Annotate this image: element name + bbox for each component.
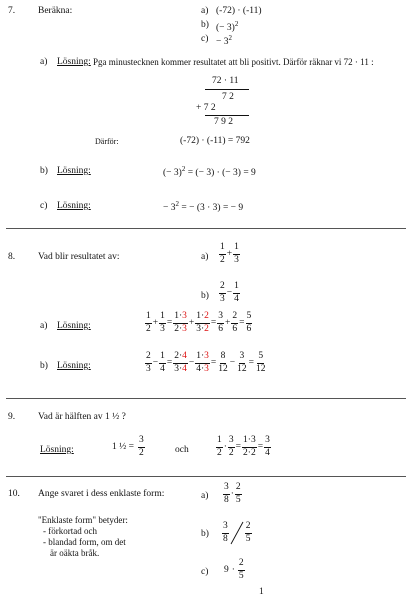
fraction: $\frac{1}{2}$ xyxy=(220,242,225,265)
fraction: $\frac{1}{4}$ xyxy=(234,281,239,304)
fraction: $\frac{8}{12}$ xyxy=(218,351,228,374)
q7b-solution-label: b) xyxy=(40,166,48,176)
fraction: $\frac{3}{12}$ xyxy=(237,351,247,374)
q8-item-b-label: b) xyxy=(201,291,209,301)
fraction: $\frac{2}{5}$ xyxy=(245,521,251,544)
fraction: $\frac{2}{3}$ xyxy=(220,281,225,304)
q7-item-b-label: b) xyxy=(201,20,209,30)
q8b-solution-expr: $\frac{2}{3}$ − $\frac{1}{4}$ = $\frac{2\cdot 4}{3\cdot 4}$ − $\frac{1\cdot 3}{4\cdot 3}$ = $\frac{8}{12}$ − $\frac{3}{12}$ = $\frac{5}{12}$ xyxy=(146,351,266,374)
q10-note-line-2: - förkortad och xyxy=(43,526,97,536)
q9-prompt: Vad är hälften av 1 ½ ? xyxy=(38,412,126,422)
q7-item-b-expr: (− 3)$^2$ xyxy=(216,20,239,33)
q9-solution-word: Lösning: xyxy=(40,445,74,455)
fraction: $\frac{2\cdot 4}{3\cdot 4}$ xyxy=(174,351,187,374)
q8a-solution-label: a) xyxy=(40,321,48,331)
fraction: $\frac{3}{4}$ xyxy=(265,435,270,458)
q10-item-b-expr xyxy=(222,520,252,546)
q7-item-a-label: a) xyxy=(201,6,209,16)
fraction: $\frac{1}{2}$ xyxy=(146,311,151,334)
q7a-mult-result: 7 9 2 xyxy=(214,117,233,127)
q7b-solution-word: Lösning: xyxy=(57,166,91,176)
q10-number: 10. xyxy=(8,489,20,499)
q7-item-a-expr: (-72) · (-11) xyxy=(216,6,262,16)
q10-note-line-3: - blandad form, om det xyxy=(43,537,126,547)
q8-item-a-expr: $\frac{1}{2}$ + $\frac{1}{3}$ xyxy=(220,242,239,265)
fraction: $\frac{1}{2}$ xyxy=(217,435,222,458)
fraction: $\frac{1\cdot 2}{3\cdot 2}$ xyxy=(196,311,209,334)
q7a-solution-word: Lösning: xyxy=(57,57,91,67)
fraction: $\frac{1\cdot 3}{2\cdot 3}$ xyxy=(174,311,187,334)
q7-number: 7. xyxy=(8,6,16,16)
q8a-solution-expr: $\frac{1}{2}$ + $\frac{1}{3}$ = $\frac{1\cdot 3}{2\cdot 3}$ + $\frac{1\cdot 2}{3\cdot 2}$ = $\frac{3}{6}$ + $\frac{2}{6}$ = $\frac{5}{6}$ xyxy=(146,311,252,334)
q10-note-line-1: "Enklaste form" betyder: xyxy=(38,515,128,525)
fraction: $\frac{1\cdot 3}{2\cdot 2}$ xyxy=(243,435,256,458)
q7-item-c-expr: − $3^2$ xyxy=(216,34,232,47)
section-divider-3 xyxy=(6,476,406,477)
fraction: $\frac{5}{6}$ xyxy=(246,311,252,334)
fraction: $\frac{3}{2}$ xyxy=(138,435,144,458)
fraction: $\frac{3}{2}$ xyxy=(228,435,234,458)
section-divider-2 xyxy=(6,398,406,399)
fraction: $\frac{2}{3}$ xyxy=(146,351,151,374)
q8-item-a-label: a) xyxy=(201,252,209,262)
division-slash xyxy=(230,520,244,546)
q8a-solution-word: Lösning: xyxy=(57,321,91,331)
q8-item-b-expr: $\frac{2}{3}$ − $\frac{1}{4}$ xyxy=(220,281,239,304)
fraction: $\frac{1}{3}$ xyxy=(234,242,239,265)
q10-item-c-expr: 9 · $\frac{2}{5}$ xyxy=(224,558,244,581)
q7a-mult-line-1: 72 · 11 xyxy=(212,76,239,86)
q9-number: 9. xyxy=(8,412,16,422)
fraction: $\frac{3}{8}$ xyxy=(224,482,229,505)
fraction: $\frac{1\cdot 3}{4\cdot 3}$ xyxy=(196,351,209,374)
q7-item-b-exponent: 2 xyxy=(234,20,239,28)
fraction: $\frac{5}{12}$ xyxy=(256,351,266,374)
q7b-solution-expr: (− 3)$^2$ = (− 3) · (− 3) = 9 xyxy=(163,165,256,178)
q7c-solution-expr: − $3^2$ = − (3 · 3) = − 9 xyxy=(163,200,244,213)
q9-product-expr: $\frac{1}{2}$ · $\frac{3}{2}$ = $\frac{1\cdot 3}{2\cdot 2}$ = $\frac{3}{4}$ xyxy=(217,435,270,458)
q7a-therefore-label: Därför: xyxy=(95,137,119,146)
q7a-mult-rule-1 xyxy=(205,89,249,90)
q8b-solution-word: Lösning: xyxy=(57,361,91,371)
q8b-solution-label: b) xyxy=(40,361,48,371)
q10-note-line-4: är oäkta bråk. xyxy=(50,548,100,558)
q7a-mult-line-2: 7 2 xyxy=(222,92,234,102)
section-divider-1 xyxy=(6,228,406,229)
q7a-mult-rule-2 xyxy=(205,115,249,116)
q7-prompt: Beräkna: xyxy=(38,6,73,16)
q8-number: 8. xyxy=(8,252,16,262)
fraction: $\frac{2}{6}$ xyxy=(232,311,238,334)
fraction: $\frac{1}{4}$ xyxy=(160,351,165,374)
q10-item-a-label: a) xyxy=(201,491,209,501)
q7a-solution-text: Pga minustecknen kommer resultatet att bli positivt. Därför räknar vi 72 · 11 : xyxy=(93,57,374,67)
q9-och: och xyxy=(175,445,189,455)
fraction: $\frac{3}{6}$ xyxy=(218,311,224,334)
q7-item-c-label: c) xyxy=(201,34,209,44)
q9-mixed-expr: 1 ½ = $\frac{3}{2}$ xyxy=(112,435,144,458)
page-number: 1 xyxy=(259,587,264,597)
q7c-solution-word: Lösning: xyxy=(57,201,91,211)
q7-item-c-exponent: 2 xyxy=(228,34,232,42)
q7a-therefore-expr: (-72) · (-11) = 792 xyxy=(180,136,250,146)
q10-item-c-label: c) xyxy=(201,567,209,577)
q7a-mult-line-3: + 7 2 xyxy=(196,103,216,113)
q10-item-b-label: b) xyxy=(201,529,209,539)
q8-prompt: Vad blir resultatet av: xyxy=(38,252,120,262)
fraction: $\frac{3}{8}$ xyxy=(223,521,228,544)
fraction: $\frac{2}{5}$ xyxy=(238,558,244,581)
q7a-solution-label: a) xyxy=(40,57,48,67)
q10-item-a-expr: $\frac{3}{8}$ · $\frac{2}{5}$ xyxy=(224,482,241,505)
q10-prompt: Ange svaret i dess enklaste form: xyxy=(38,489,165,499)
q7c-solution-label: c) xyxy=(40,201,48,211)
fraction: $\frac{2}{5}$ xyxy=(235,482,241,505)
fraction: $\frac{1}{3}$ xyxy=(160,311,165,334)
